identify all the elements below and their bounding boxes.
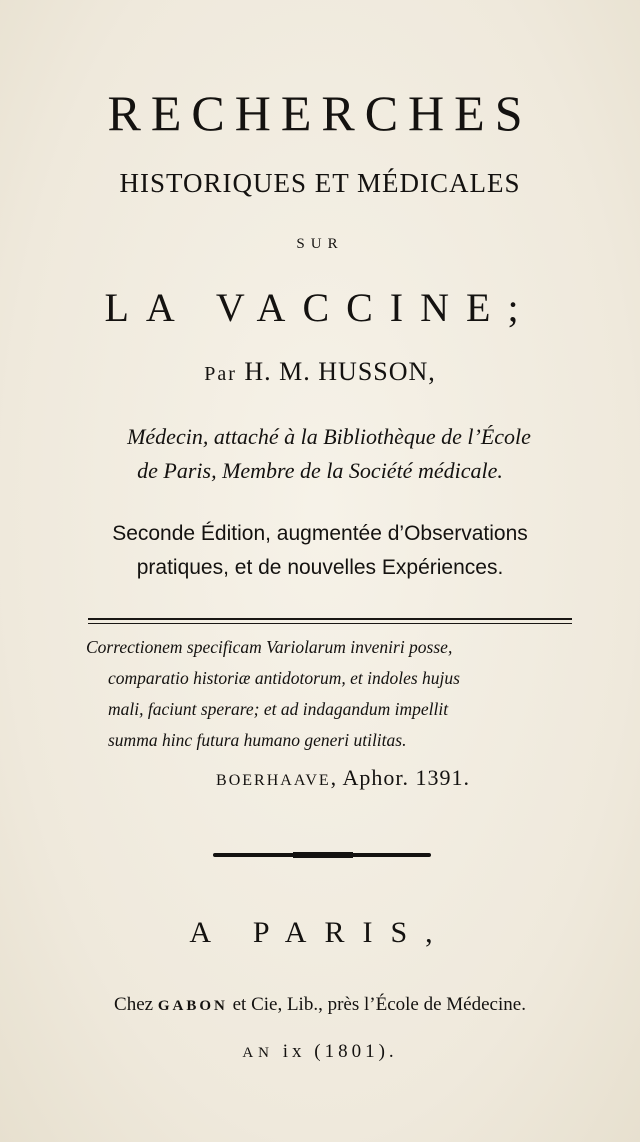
epigraph-line-4: summa hinc futura humano generi utilitas. <box>108 730 407 750</box>
year-an: AN <box>242 1045 274 1061</box>
author-line <box>0 357 640 387</box>
attribution-name: BOERHAAVE <box>216 772 331 789</box>
double-rule-top <box>88 618 572 620</box>
title-recherches: RECHERCHES <box>107 85 533 141</box>
author-par: Par <box>204 363 237 385</box>
publisher-chez: Chez <box>114 994 154 1015</box>
edition-line-1: Seconde Édition, augmentée d’Observations <box>112 522 528 545</box>
publisher-rest: et Cie, Lib., près l’École de Médecine. <box>232 994 526 1015</box>
epigraph <box>86 632 606 756</box>
affiliation-line-2: de Paris, Membre de la Société médicale. <box>137 458 503 483</box>
epigraph-line-1: Correctionem specificam Variolarum inveniri posse, <box>86 637 453 657</box>
author-affiliation <box>0 420 640 488</box>
epigraph-line-2: comparatio historiæ antidotorum, et indoles hujus <box>108 668 460 688</box>
imprint-city: A PARIS, <box>189 916 451 949</box>
publisher-name: GABON <box>157 998 228 1014</box>
ornamental-rule <box>213 853 431 857</box>
affiliation-line-1: Médecin, attaché à la Bibliothèque de l’École <box>127 424 531 449</box>
title-historiques: HISTORIQUES ET MÉDICALES <box>119 168 521 198</box>
attribution-ref: , Aphor. 1391. <box>330 765 470 790</box>
edition-line-2: pratiques, et de nouvelles Expériences. <box>136 556 504 579</box>
year-rest: ix (1801). <box>282 1041 398 1062</box>
publisher-line <box>0 994 640 1016</box>
author-name: H. M. HUSSON, <box>244 357 436 386</box>
epigraph-line-3: mali, faciunt sperare; et ad indagandum impellit <box>108 699 449 719</box>
edition-statement <box>0 517 640 585</box>
imprint-year <box>0 1041 640 1063</box>
double-rule-bottom <box>88 623 572 624</box>
title-la-vaccine: LA VACCINE; <box>104 285 536 330</box>
epigraph-attribution <box>0 765 640 791</box>
title-sur: SUR <box>296 236 344 252</box>
